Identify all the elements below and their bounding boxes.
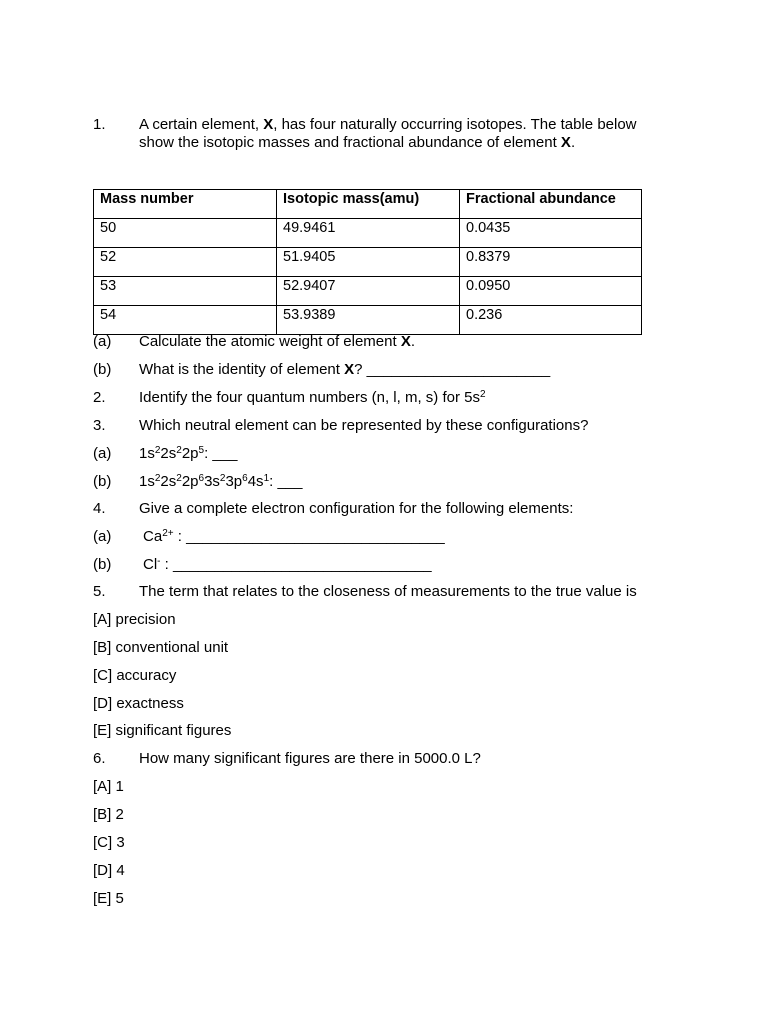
question-6-option-d: [D] 4 bbox=[93, 862, 125, 879]
table-cell: 53.9389 bbox=[277, 306, 460, 335]
question-1a-text: Calculate the atomic weight of element X. bbox=[139, 333, 415, 350]
question-3b-configuration: $1s^22s^22p^63s^23p^64s^1$: ___ bbox=[139, 473, 303, 490]
question-5-option-d: [D] exactness bbox=[93, 695, 184, 712]
question-6-option-a: [A] 1 bbox=[93, 778, 124, 795]
table-header-isotopic-mass: Isotopic mass(amu) bbox=[277, 190, 460, 219]
question-1-line-1: A certain element, X, has four naturally occurring isotopes. The table below bbox=[139, 116, 637, 133]
table-cell: 0.8379 bbox=[460, 248, 642, 277]
question-4-text: Give a complete electron configuration for the following elements: bbox=[139, 500, 574, 517]
table-row bbox=[94, 277, 642, 306]
table-header-fractional-abundance: Fractional abundance bbox=[460, 190, 642, 219]
table-row bbox=[94, 306, 642, 335]
question-3-number: 3. bbox=[93, 417, 106, 434]
question-4b-ion: Cl- : _______________________________ bbox=[143, 556, 432, 573]
table-cell: 52.9407 bbox=[277, 277, 460, 306]
table-header-mass-number: Mass number bbox=[94, 190, 277, 219]
question-6-option-e: [E] 5 bbox=[93, 890, 124, 907]
question-6-option-c: [C] 3 bbox=[93, 834, 125, 851]
question-5-text: The term that relates to the closeness of measurements to the true value is bbox=[139, 583, 637, 600]
question-4a-label: (a) bbox=[93, 528, 112, 545]
table-row bbox=[94, 219, 642, 248]
question-1-number: 1. bbox=[93, 116, 106, 133]
question-5-option-a: [A] precision bbox=[93, 611, 176, 628]
question-1-line-2: show the isotopic masses and fractional abundance of element X. bbox=[139, 134, 576, 151]
question-5-option-e: [E] significant figures bbox=[93, 722, 232, 739]
question-3a-configuration: $1s^22s^22p^5$: ___ bbox=[139, 445, 238, 462]
question-6-text: How many significant figures are there in 5000.0 L? bbox=[139, 750, 481, 767]
question-5-number: 5. bbox=[93, 583, 106, 600]
table-cell: 54 bbox=[94, 306, 277, 335]
isotope-table bbox=[93, 189, 642, 335]
question-4-number: 4. bbox=[93, 500, 106, 517]
table-cell: 0.0950 bbox=[460, 277, 642, 306]
table-cell: 0.0435 bbox=[460, 219, 642, 248]
question-4b-label: (b) bbox=[93, 556, 112, 573]
question-5-option-c: [C] accuracy bbox=[93, 667, 177, 684]
question-6-option-b: [B] 2 bbox=[93, 806, 124, 823]
question-1b-label: (b) bbox=[93, 361, 112, 378]
question-2-text: Identify the four quantum numbers (n, l, m, s) for $5s^2$ bbox=[139, 389, 486, 406]
question-5-option-b: [B] conventional unit bbox=[93, 639, 229, 656]
question-2-number: 2. bbox=[93, 389, 106, 406]
table-cell: 51.9405 bbox=[277, 248, 460, 277]
table-cell: 53 bbox=[94, 277, 277, 306]
table-cell: 52 bbox=[94, 248, 277, 277]
question-1b-text: What is the identity of element X? ______________________ bbox=[139, 361, 551, 378]
table-cell: 49.9461 bbox=[277, 219, 460, 248]
question-3a-label: (a) bbox=[93, 445, 112, 462]
question-1a-label: (a) bbox=[93, 333, 112, 350]
question-4a-ion: $Ca^{2+}$ : _______________________________ bbox=[143, 528, 445, 545]
table-header-row bbox=[94, 190, 642, 219]
table-cell: 0.236 bbox=[460, 306, 642, 335]
table-cell: 50 bbox=[94, 219, 277, 248]
table-row bbox=[94, 248, 642, 277]
question-3b-label: (b) bbox=[93, 473, 112, 490]
question-6-number: 6. bbox=[93, 750, 106, 767]
question-3-text: Which neutral element can be represented by these configurations? bbox=[139, 417, 589, 434]
